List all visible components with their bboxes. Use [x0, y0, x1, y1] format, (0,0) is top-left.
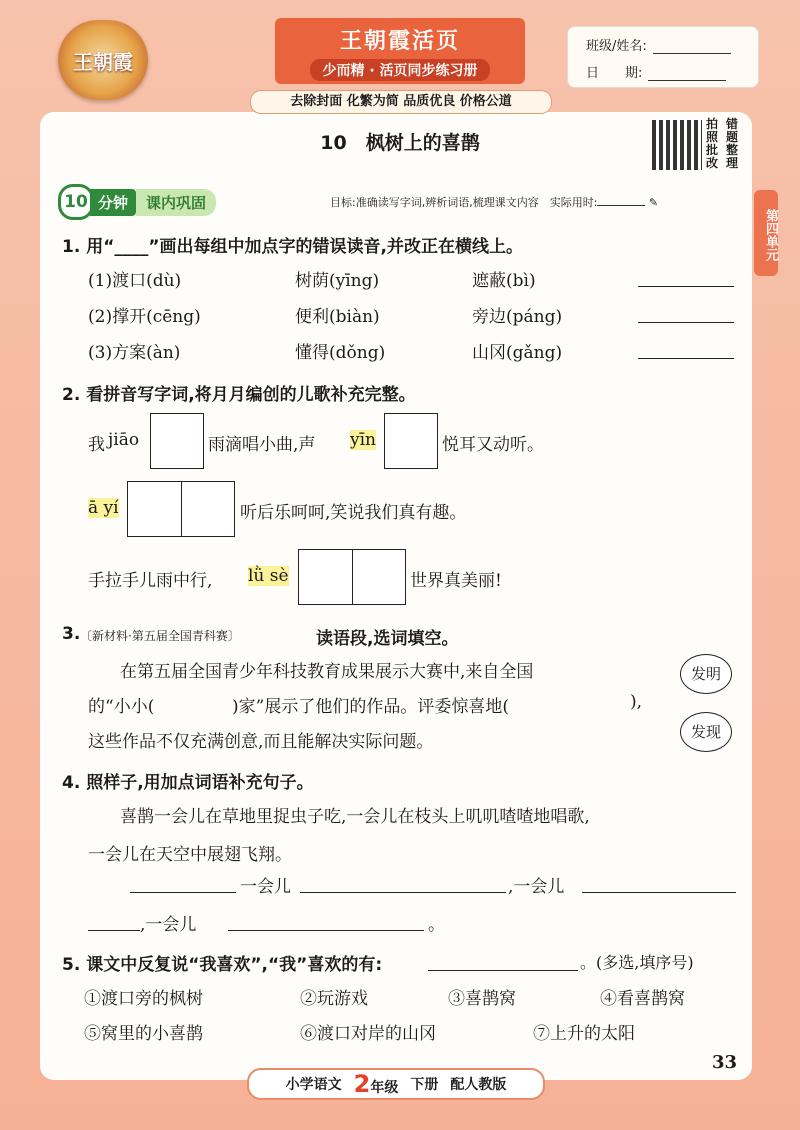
- q1-item: (3)方案(àn): [88, 343, 181, 363]
- q2-stem: 2. 看拼音写字词,将月月编创的儿歌补充完整。: [62, 385, 416, 405]
- date-label: 日 期:: [586, 66, 643, 81]
- qr-char: 改: [706, 156, 719, 170]
- q1-item: 树荫(yīng): [295, 271, 380, 291]
- q5-option: ①渡口旁的枫树: [84, 989, 203, 1009]
- qr-char: 整: [726, 143, 739, 157]
- q3-paragraph-line: 的“小小(: [88, 697, 155, 717]
- q1-answer-line[interactable]: [638, 358, 734, 359]
- class-name-field[interactable]: [653, 39, 731, 54]
- logo-text: 王朝霞: [73, 49, 133, 74]
- qr-char: 题: [726, 130, 739, 144]
- book-footer: [247, 1068, 545, 1100]
- q2-char-box[interactable]: [384, 413, 438, 469]
- section-header: [58, 184, 216, 220]
- q4-answer-line[interactable]: [228, 930, 424, 931]
- q5-stem: 5. 课文中反复说“我喜欢”,“我”喜欢的有:: [62, 955, 383, 975]
- q2-text: 悦耳又动听。: [442, 435, 544, 455]
- q2-text: 我: [88, 435, 105, 455]
- q4-answer-line[interactable]: [582, 892, 736, 893]
- footer-grade-number: 2: [353, 1070, 371, 1098]
- q5-note: 。(多选,填序号): [580, 953, 694, 972]
- q3-number: 3.: [62, 624, 81, 644]
- q1-stem: 1. 用“____”画出每组中加点字的错误读音,并改正在横线上。: [62, 237, 524, 257]
- section-minutes: 10: [58, 184, 94, 220]
- q4-text: 。: [428, 915, 445, 935]
- q4-answer-line[interactable]: [130, 892, 236, 893]
- q5-option: ⑤窝里的小喜鹊: [84, 1024, 203, 1044]
- lesson-title: 10 枫树上的喜鹊: [320, 132, 480, 154]
- q4-answer-line[interactable]: [300, 892, 506, 893]
- q2-text: 手拉手儿雨中行,: [88, 571, 213, 591]
- q2-word-box[interactable]: [298, 549, 406, 605]
- qr-char: 错: [726, 117, 739, 131]
- class-name-label: 班级/姓名:: [586, 39, 647, 54]
- q4-answer-line[interactable]: [88, 930, 140, 931]
- q1-item: 懂得(dǒng): [295, 343, 386, 363]
- q4-example-line: 喜鹊一会儿在草地里捉虫子吃,一会儿在枝头上叽叽喳喳地唱歌,: [120, 807, 590, 827]
- q5-answer-line[interactable]: [428, 970, 578, 971]
- time-field[interactable]: [597, 205, 645, 206]
- qr-char: 照: [706, 130, 719, 144]
- q4-example-line: 一会儿在天空中展翅飞翔。: [88, 845, 292, 865]
- q2-text: 听后乐呵呵,笑说我们真有趣。: [240, 503, 467, 523]
- q3-paragraph-line: ),: [630, 692, 643, 712]
- q1-item: (1)渡口(dù): [88, 271, 182, 291]
- q2-text: 雨滴唱小曲,声: [208, 435, 316, 455]
- q2-pinyin: ā yí: [88, 498, 119, 518]
- q3-stem: 读语段,选词填空。: [316, 629, 459, 649]
- q1-item: 遮蔽(bì): [472, 271, 536, 291]
- q4-text: 一会儿: [240, 877, 291, 897]
- qr-caption: [706, 118, 746, 170]
- q3-paragraph-line: 在第五届全国青少年科技教育成果展示大赛中,来自全国: [120, 662, 534, 682]
- brand-logo: [58, 20, 148, 100]
- q2-pinyin: yīn: [350, 430, 376, 450]
- qr-char: 拍: [706, 117, 719, 131]
- q5-option: ③喜鹊窝: [448, 989, 516, 1009]
- unit-side-tab: 第四单元: [754, 190, 778, 276]
- q2-pinyin: lǜ sè: [248, 566, 289, 586]
- section-name: 课内巩固: [136, 189, 216, 216]
- date-field[interactable]: [648, 66, 726, 81]
- section-goal: [330, 194, 658, 210]
- brand-subtitle: 少而精 · 活页同步练习册: [310, 59, 489, 81]
- qr-char: 理: [726, 156, 739, 170]
- q5-option: ②玩游戏: [300, 989, 368, 1009]
- q2-word-box[interactable]: [127, 481, 235, 537]
- q4-text: ,一会儿: [508, 877, 565, 897]
- footer-term: 下册: [410, 1077, 439, 1093]
- q3-paragraph-line: )家”展示了他们的作品。评委惊喜地(: [232, 697, 509, 717]
- q1-item: (2)撑开(cēng): [88, 307, 201, 327]
- q4-stem: 4. 照样子,用加点词语补充句子。: [62, 773, 314, 793]
- qr-code[interactable]: [652, 120, 702, 170]
- section-unit: 分钟: [90, 189, 136, 216]
- q5-option: ④看喜鹊窝: [600, 989, 685, 1009]
- student-info-box: [567, 26, 759, 88]
- footer-edition: 配人教版: [450, 1077, 507, 1093]
- q2-char-box[interactable]: [150, 413, 204, 469]
- goal-text: 目标:准确读写字词,辨析词语,梳理课文内容 实际用时:: [330, 196, 598, 209]
- q2-pinyin: jiāo: [108, 430, 140, 450]
- q3-word-option: 发明: [680, 654, 732, 694]
- q5-option: ⑥渡口对岸的山冈: [300, 1024, 436, 1044]
- qr-char: 批: [706, 143, 719, 157]
- q3-paragraph-line: 这些作品不仅充满创意,而且能解决实际问题。: [88, 732, 434, 752]
- pencil-icon: ✎: [648, 196, 659, 209]
- slogan: 去除封面 化繁为简 品质优良 价格公道: [250, 90, 552, 114]
- q3-tag: 〔新材料·第五届全国青科赛〕: [80, 629, 240, 643]
- q5-option: ⑦上升的太阳: [533, 1024, 635, 1044]
- q1-item: 旁边(páng): [472, 307, 563, 327]
- q1-answer-line[interactable]: [638, 286, 734, 287]
- q1-answer-line[interactable]: [638, 322, 734, 323]
- brand-title: 王朝霞活页: [339, 28, 460, 54]
- q2-text: 世界真美丽!: [410, 571, 502, 591]
- page-number: 33: [712, 1052, 738, 1073]
- brand-banner: [275, 18, 525, 84]
- q1-item: 便利(biàn): [295, 307, 380, 327]
- footer-grade: 年级: [370, 1080, 399, 1096]
- footer-subject: 小学语文: [285, 1077, 342, 1093]
- q3-word-option: 发现: [680, 712, 732, 752]
- q1-item: 山冈(gǎng): [472, 343, 563, 363]
- q4-text: ,一会儿: [140, 915, 197, 935]
